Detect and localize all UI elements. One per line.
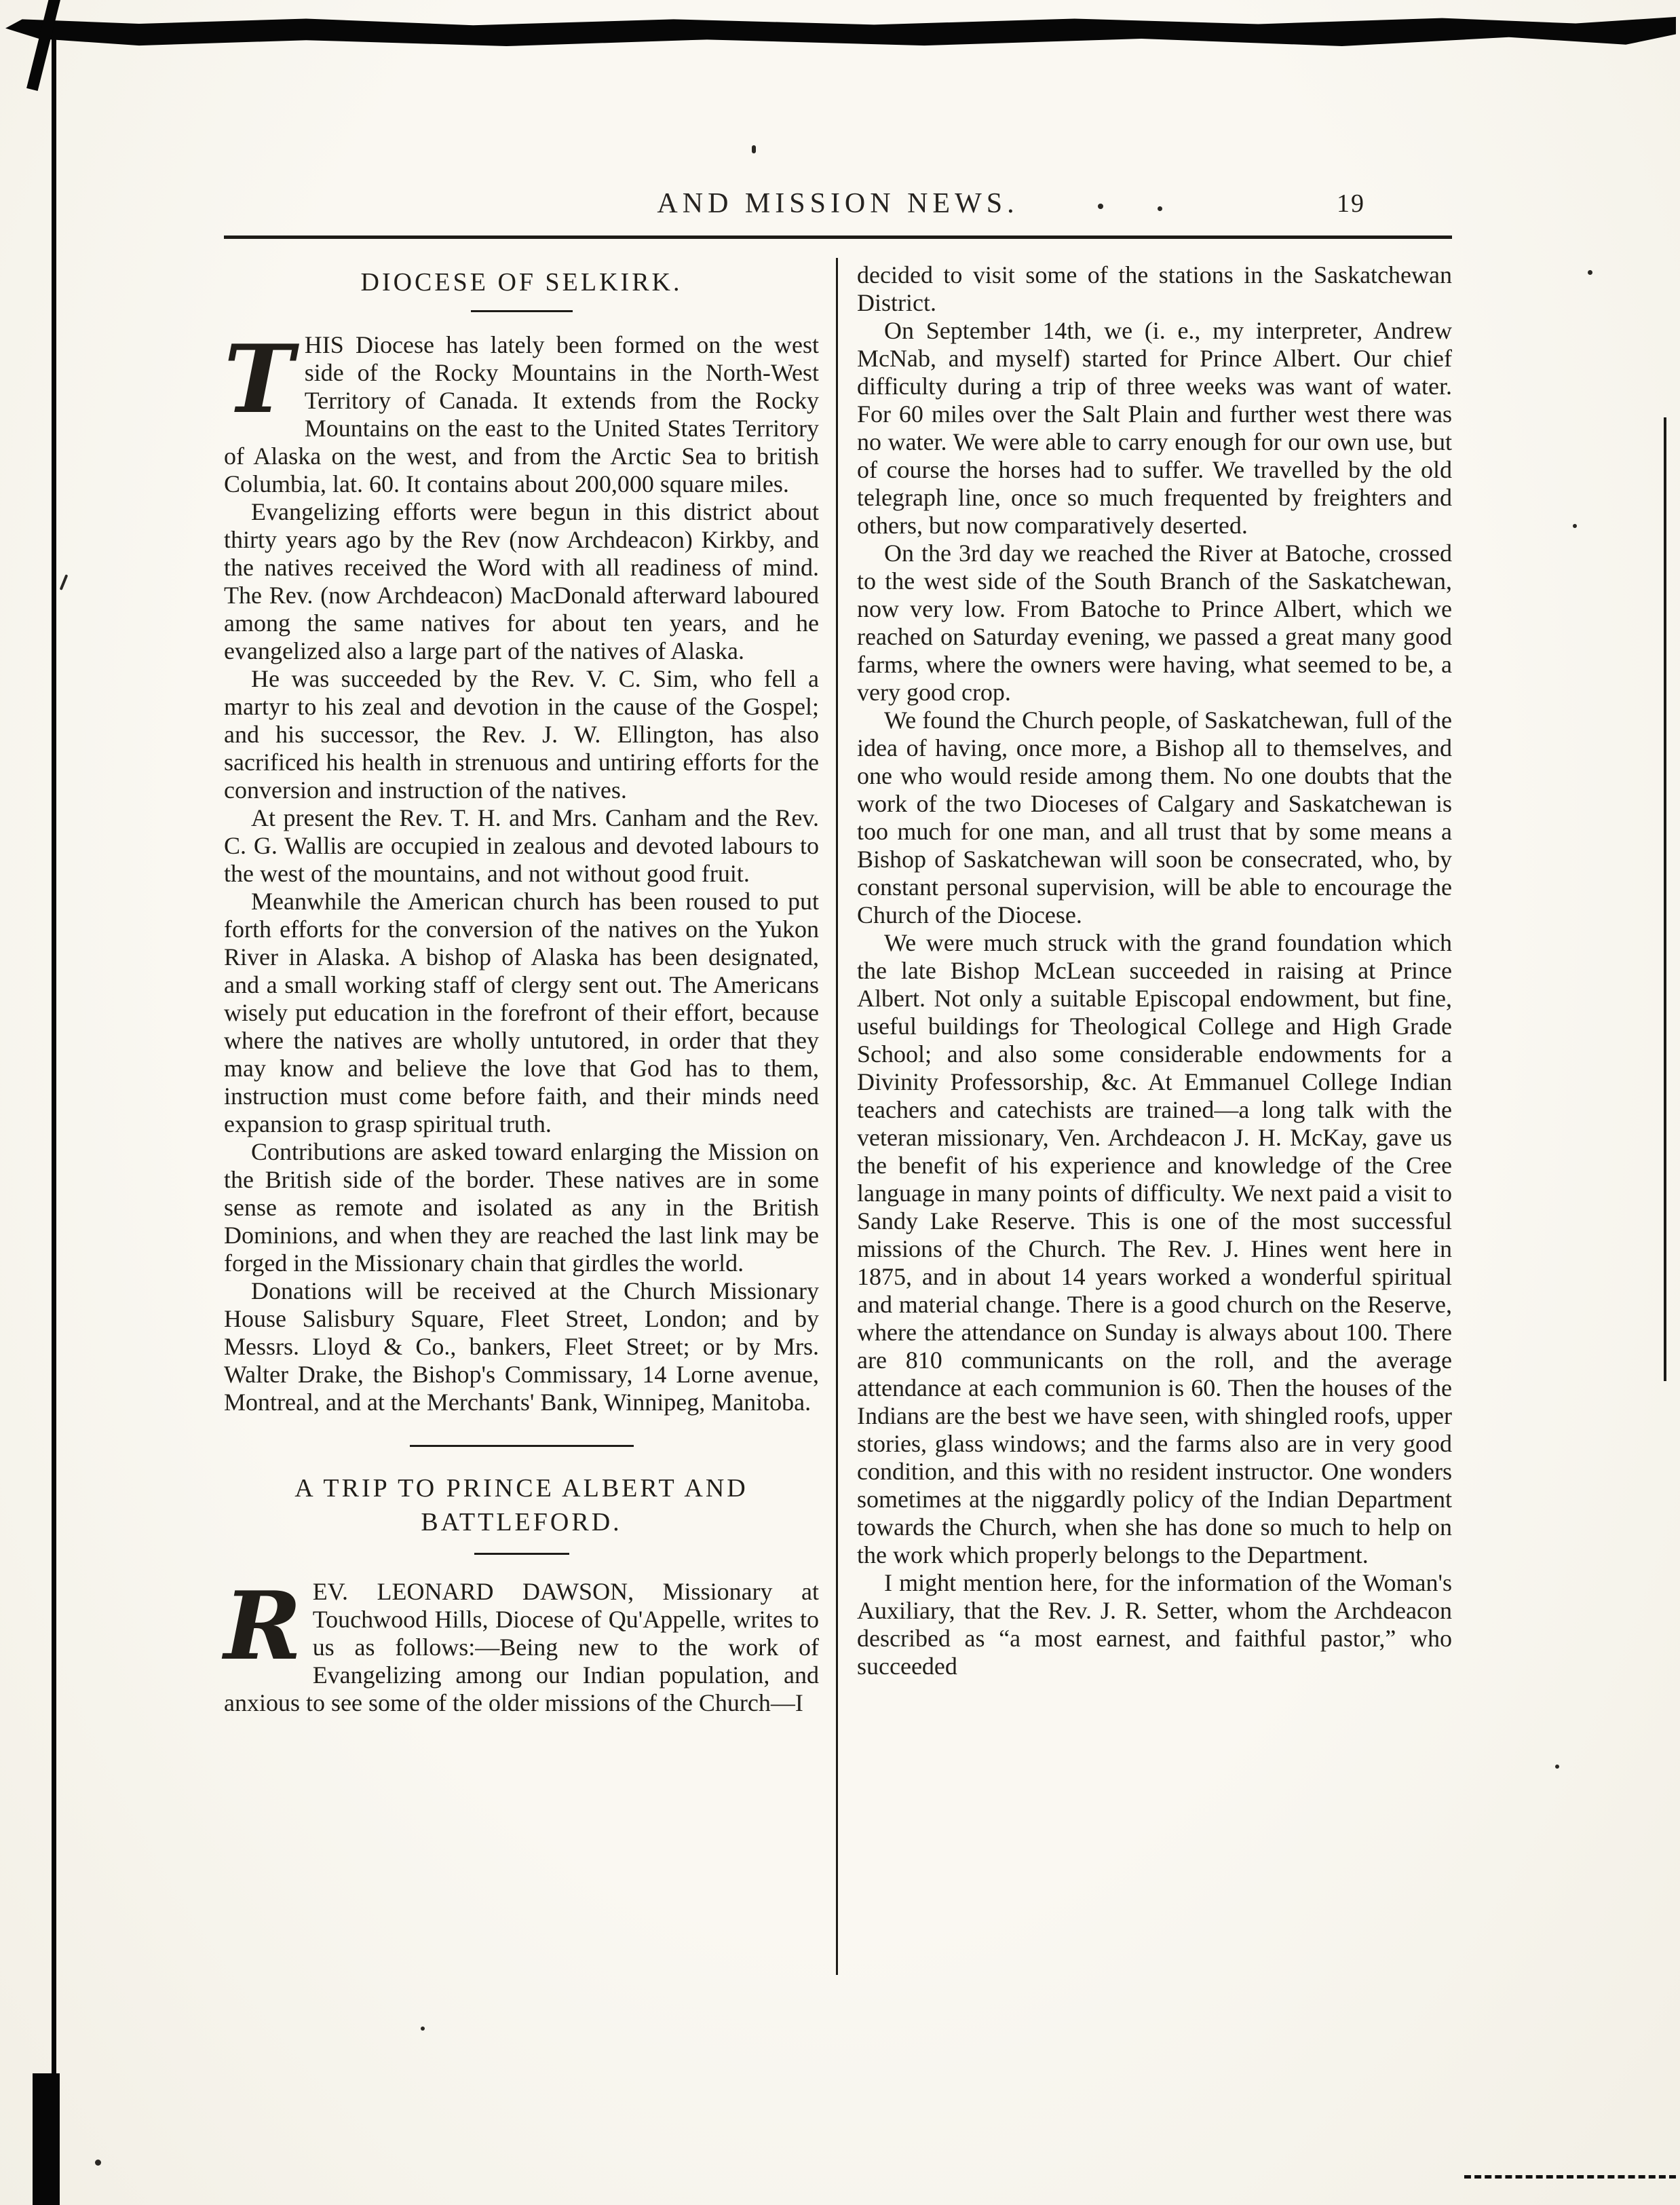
header-rule: [224, 235, 1452, 239]
paragraph-text: HIS Diocese has lately been formed on the west side of the Rocky Mountains in the North-West Territory of Canada. It extends from the Rocky Mountains on the east to the United States Territory of Alaska on the west, and from the Arctic Sea to british Columbia, lat. 60. It contains about 200,000 square miles.: [224, 331, 819, 497]
paragraph: We found the Church people, of Saskatchewan, full of the idea of having, once more, a Bishop all to themselves, and one who would reside among them. No one doubts that the work of the two Dioceses of Calgary and Saskatchewan is too much for one man, and all trust that by some means a Bishop of Saskatchewan will soon be consecrated, who, by constant personal supervision, will be able to encourage the Church of the Diocese.: [857, 706, 1452, 928]
paragraph-text: EV. LEONARD DAWSON, Missionary at Touchwood Hills, Diocese of Qu'Appelle, writes to us as follows:—Being new to the work of Evangelizing among our Indian population, and anxious to see some of the older missions of the Church—I: [224, 1578, 819, 1716]
scan-speck: [1588, 270, 1592, 275]
page-header: [224, 187, 1452, 231]
scan-edge-top: [5, 16, 1676, 46]
drop-cap-initial: T: [224, 324, 294, 434]
page-body: [224, 261, 1452, 1717]
scan-edge-right: [1664, 417, 1666, 1381]
paragraph: Donations will be received at the Church Missionary House Salisbury Square, Fleet Street, London; and by Messrs. Lloyd & Co., bankers, Fleet Street; or by Mrs. Walter Drake, the Bishop's Commissary, 14 Lorne avenue, Montreal, and at the Merchants' Bank, Winnipeg, Manitoba.: [224, 1277, 819, 1416]
article-title-selkirk: DIOCESE OF SELKIRK.: [360, 268, 683, 297]
left-column: [224, 261, 819, 1717]
paragraph: At present the Rev. T. H. and Mrs. Canham and the Rev. C. G. Wallis are occupied in zealous and devoted labours to the west of the mountains, and not without good fruit.: [224, 804, 819, 887]
scan-speck: [1555, 1765, 1559, 1769]
scan-corner-bottom-left: [33, 2073, 60, 2205]
scan-speck: [1573, 524, 1577, 528]
page-number: 19: [1337, 189, 1365, 218]
paragraph: Meanwhile the American church has been roused to put forth efforts for the conversion of the natives on the Yukon River in Alaska. A bishop of Alaska has been designated, and a small working staff of clergy sent out. The Americans wisely put education in the forefront of their effort, because where the natives are wholly untutored, in order that they may know and believe the love that God has to them, instruction must come before faith, and their minds need expansion to grasp spiritual truth.: [224, 888, 819, 1137]
paragraph: Contributions are asked toward enlarging the Mission on the British side of the border. These natives are in some sense as remote and isolated as any in the British Dominions, and when they are reached the last link may be forged in the Missionary chain that girdles the world.: [224, 1138, 819, 1277]
scan-edge-left: [52, 39, 56, 2205]
title-rule: [474, 1553, 569, 1555]
title-rule: [471, 310, 573, 312]
paragraph: [224, 324, 819, 498]
section-separator-rule: [410, 1445, 634, 1447]
right-column: [857, 261, 1452, 1717]
paragraph: On the 3rd day we reached the River at Batoche, crossed to the west side of the South Branch of the Saskatchewan, now very low. From Batoche to Prince Albert, which we reached on Saturday evening, we passed a great many good farms, where the owners were having, what seemed to be, a very good crop.: [857, 540, 1452, 706]
paragraph: decided to visit some of the stations in the Saskatchewan District.: [857, 261, 1452, 316]
article-title-line2: BATTLEFORD.: [421, 1508, 622, 1537]
paragraph: We were much struck with the grand foundation which the late Bishop McLean succeeded in raising at Prince Albert. Not only a suitable Episcopal endowment, but fine, useful buildings for Theological College and High Grade School; and also some considerable endowments for a Divinity Professorship, &c. At Emmanuel College Indian teachers and catechists are trained—a long talk with the veteran missionary, Ven. Archdeacon J. H. McKay, gave us the benefit of his experience and knowledge of the Cree language in many points of difficulty. We next paid a visit to Sandy Lake Reserve. This is one of the most successful missions of the Church. The Rev. J. Hines went here in 1875, and in about 14 years worked a wonderful spiritual and material change. There is a good church on the Reserve, where the attendance on Sunday is always about 100. There are 810 communicants on the roll, and the average attendance at each communion is 60. Then the houses of the Indians are the best we have seen, with shingled roofs, upper stories, glass windows; and the farms also are in very good condition, and this with no resident instructor. One wonders sometimes at the niggardly policy of the Indian Department towards the Church, when she has done so much to help on the work which properly belongs to the Department.: [857, 929, 1452, 1568]
scan-speck: [60, 574, 69, 590]
scan-speck: [421, 2027, 425, 2031]
scan-edge-bottom-dashes: [1464, 2175, 1676, 2179]
paragraph: On September 14th, we (i. e., my interpreter, Andrew McNab, and myself) started for Prince Albert. Our chief difficulty during a trip of three weeks was want of water. For 60 miles over the Salt Plain and further west there was no water. We were able to carry enough for our own use, but of course the horses had to suffer. We travelled by the old telegraph line, once so much frequented by freighters and others, but now comparatively deserted.: [857, 317, 1452, 539]
paragraph: [224, 1570, 819, 1717]
masthead-title: AND MISSION NEWS.: [657, 188, 1019, 219]
paragraph: Evangelizing efforts were begun in this district about thirty years ago by the Rev (now Archdeacon) Kirkby, and the natives received the Word with all readiness of mind. The Rev. (now Archdeacon) MacDonald afterward laboured among the same natives for about ten years, and he evangelized also a large part of the natives of Alaska.: [224, 498, 819, 664]
scan-speck: [752, 145, 756, 153]
paragraph: I might mention here, for the information of the Woman's Auxiliary, that the Rev. J. R. Setter, whom the Archdeacon described as “a most earnest, and faithful pastor,” who succeeded: [857, 1569, 1452, 1680]
article-title-line1: A TRIP TO PRINCE ALBERT AND: [294, 1474, 748, 1503]
paragraph: He was succeeded by the Rev. V. C. Sim, who fell a martyr to his zeal and devotion in the cause of the Gospel; and his successor, the Rev. J. W. Ellington, has also sacrificed his health in strenuous and untiring efforts for the conversion and instruction of the natives.: [224, 665, 819, 804]
drop-cap-initial: R: [224, 1570, 302, 1681]
article-title-trip: [224, 1471, 819, 1539]
scan-speck: [95, 2160, 101, 2166]
